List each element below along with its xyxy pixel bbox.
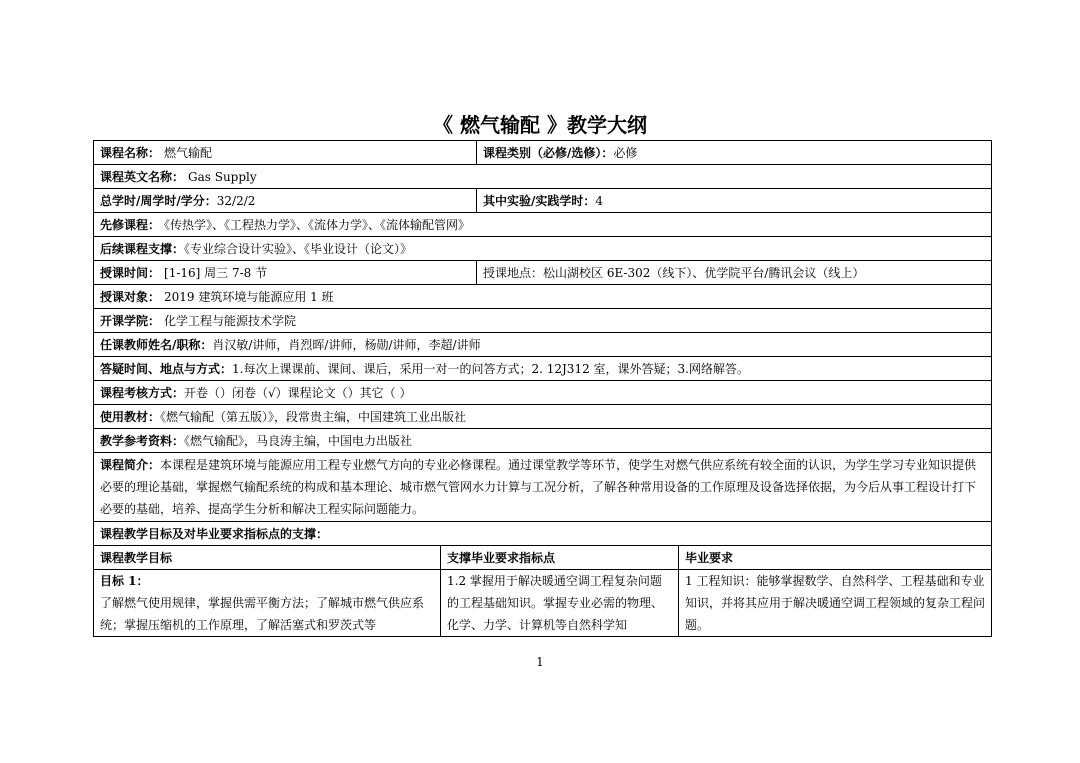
course-name-value: 燃气输配 xyxy=(164,145,213,160)
objectives-header-label: 课程教学目标及对毕业要求指标点的支撑： xyxy=(100,526,329,541)
row-followup xyxy=(94,237,992,261)
goal-1-requirement-cell xyxy=(679,570,992,637)
qa-value: 1.每次上课课前、课间、课后，采用一对一的问答方式；2. 12J312 室，课外答疑；3.网络解答。 xyxy=(232,361,749,376)
audience-cell xyxy=(94,285,992,309)
row-reference xyxy=(94,429,992,453)
lab-hours-label: 其中实验/实践学时： xyxy=(483,193,596,208)
lab-hours-value: 4 xyxy=(595,193,604,208)
assessment-label: 课程考核方式： xyxy=(100,385,185,400)
textbook-cell xyxy=(94,405,992,429)
row-audience xyxy=(94,285,992,309)
college-label: 开课学院： xyxy=(100,313,161,328)
english-name-value: Gas Supply xyxy=(188,169,257,184)
reference-label: 教学参考资料： xyxy=(100,433,185,448)
goal-1-requirement: 1 工程知识：能够掌握数学、自然科学、工程基础和专业知识，并将其应用于解决暖通空调工程领域的复杂工程问题。 xyxy=(685,574,986,632)
row-intro xyxy=(94,453,992,522)
reference-cell xyxy=(94,429,992,453)
schedule-cell xyxy=(94,261,477,285)
hours-label: 总学时/周学时/学分： xyxy=(100,193,217,208)
goals-header-row xyxy=(94,546,992,570)
english-name-label: 课程英文名称： xyxy=(100,169,185,184)
course-name-label: 课程名称： xyxy=(100,145,161,160)
page-number: 1 xyxy=(536,655,544,669)
goal-1-cell xyxy=(94,570,441,637)
goals-col-header-indicator-text: 支撑毕业要求指标点 xyxy=(447,550,556,565)
row-prerequisite xyxy=(94,213,992,237)
qa-label: 答疑时间、地点与方式： xyxy=(100,361,233,376)
goals-table-row xyxy=(94,570,992,637)
location-cell xyxy=(477,261,992,285)
hours-value: 32/2/2 xyxy=(216,193,256,208)
schedule-label: 授课时间： xyxy=(100,265,161,280)
course-type-value: 必修 xyxy=(613,145,638,160)
schedule-value: [1-16] 周三 7-8 节 xyxy=(164,265,268,280)
english-name-cell xyxy=(94,165,992,189)
teachers-label: 任课教师姓名/职称： xyxy=(100,337,213,352)
assessment-value: 开卷（）闭卷（√）课程论文（）其它（ ） xyxy=(184,385,412,400)
course-name-cell xyxy=(94,141,477,165)
intro-value: 本课程是建筑环境与能源应用工程专业燃气方向的专业必修课程。通过课堂教学等环节，使学生对燃气供应系统有较全面的认识，为学生学习专业知识提供必要的理论基础，掌握燃气输配系统的构成和基本理论、城市燃气管网水力计算与工况分析，了解各种常用设备的工作原理及设备选择依据，为今后从事工程设计打下必要的基础，培养、提高学生分析和解决工程实际问题能力。 xyxy=(100,458,977,516)
goals-col-header-goal xyxy=(94,546,441,570)
document-title: 《 燃气输配 》教学大纲 xyxy=(433,113,647,137)
row-teachers xyxy=(94,333,992,357)
objectives-header-cell xyxy=(94,522,992,546)
goals-col-header-requirement-text: 毕业要求 xyxy=(685,550,734,565)
textbook-value: 《燃气输配（第五版）》，段常贵主编，中国建筑工业出版社 xyxy=(160,409,467,424)
hours-cell xyxy=(94,189,477,213)
teachers-value: 肖汉敏/讲师，肖烈晖/讲师，杨勋/讲师，李超/讲师 xyxy=(212,337,481,352)
goal-1-text: 了解燃气使用规律，掌握供需平衡方法；了解城市燃气供应系统；掌握压缩机的工作原理，了解活塞式和罗茨式等 xyxy=(100,596,425,632)
followup-value: 《专业综合设计实验》、《毕业设计（论文）》 xyxy=(184,241,413,256)
audience-label: 授课对象： xyxy=(100,289,161,304)
row-schedule xyxy=(94,261,992,285)
prerequisite-value: 《传热学》、《工程热力学》、《流体力学》、《流体输配管网》 xyxy=(164,217,471,232)
followup-label: 后续课程支撑： xyxy=(100,241,185,256)
row-qa xyxy=(94,357,992,381)
row-hours xyxy=(94,189,992,213)
row-textbook xyxy=(94,405,992,429)
prerequisite-label: 先修课程： xyxy=(100,217,161,232)
reference-value: 《燃气输配》，马良涛主编，中国电力出版社 xyxy=(184,433,413,448)
course-type-cell xyxy=(477,141,992,165)
followup-cell xyxy=(94,237,992,261)
goal-1-indicator-cell xyxy=(441,570,679,637)
audience-value: 2019 建筑环境与能源应用 1 班 xyxy=(164,289,334,304)
teachers-cell xyxy=(94,333,992,357)
prerequisite-cell xyxy=(94,213,992,237)
syllabus-table xyxy=(93,140,992,637)
lab-hours-cell xyxy=(477,189,992,213)
goal-1-title: 目标 1： xyxy=(100,574,149,588)
row-assessment xyxy=(94,381,992,405)
goals-col-header-goal-text: 课程教学目标 xyxy=(100,550,173,565)
row-college xyxy=(94,309,992,333)
goals-col-header-requirement xyxy=(679,546,992,570)
intro-label: 课程简介： xyxy=(100,458,161,472)
qa-cell xyxy=(94,357,992,381)
college-value: 化学工程与能源技术学院 xyxy=(164,313,297,328)
intro-cell xyxy=(94,453,992,522)
assessment-cell xyxy=(94,381,992,405)
row-english-name xyxy=(94,165,992,189)
textbook-label: 使用教材： xyxy=(100,409,161,424)
location-text: 授课地点：松山湖校区 6E-302（线下）、优学院平台/腾讯会议（线上） xyxy=(483,265,865,280)
goals-col-header-indicator xyxy=(441,546,679,570)
goal-1-indicator: 1.2 掌握用于解决暖通空调工程复杂问题的工程基础知识。掌握专业必需的物理、化学、力学、计算机等自然科学知 xyxy=(447,574,664,632)
row-course-name xyxy=(94,141,992,165)
college-cell xyxy=(94,309,992,333)
course-type-label: 课程类别（必修/选修）： xyxy=(483,145,614,160)
row-objectives-header xyxy=(94,522,992,546)
